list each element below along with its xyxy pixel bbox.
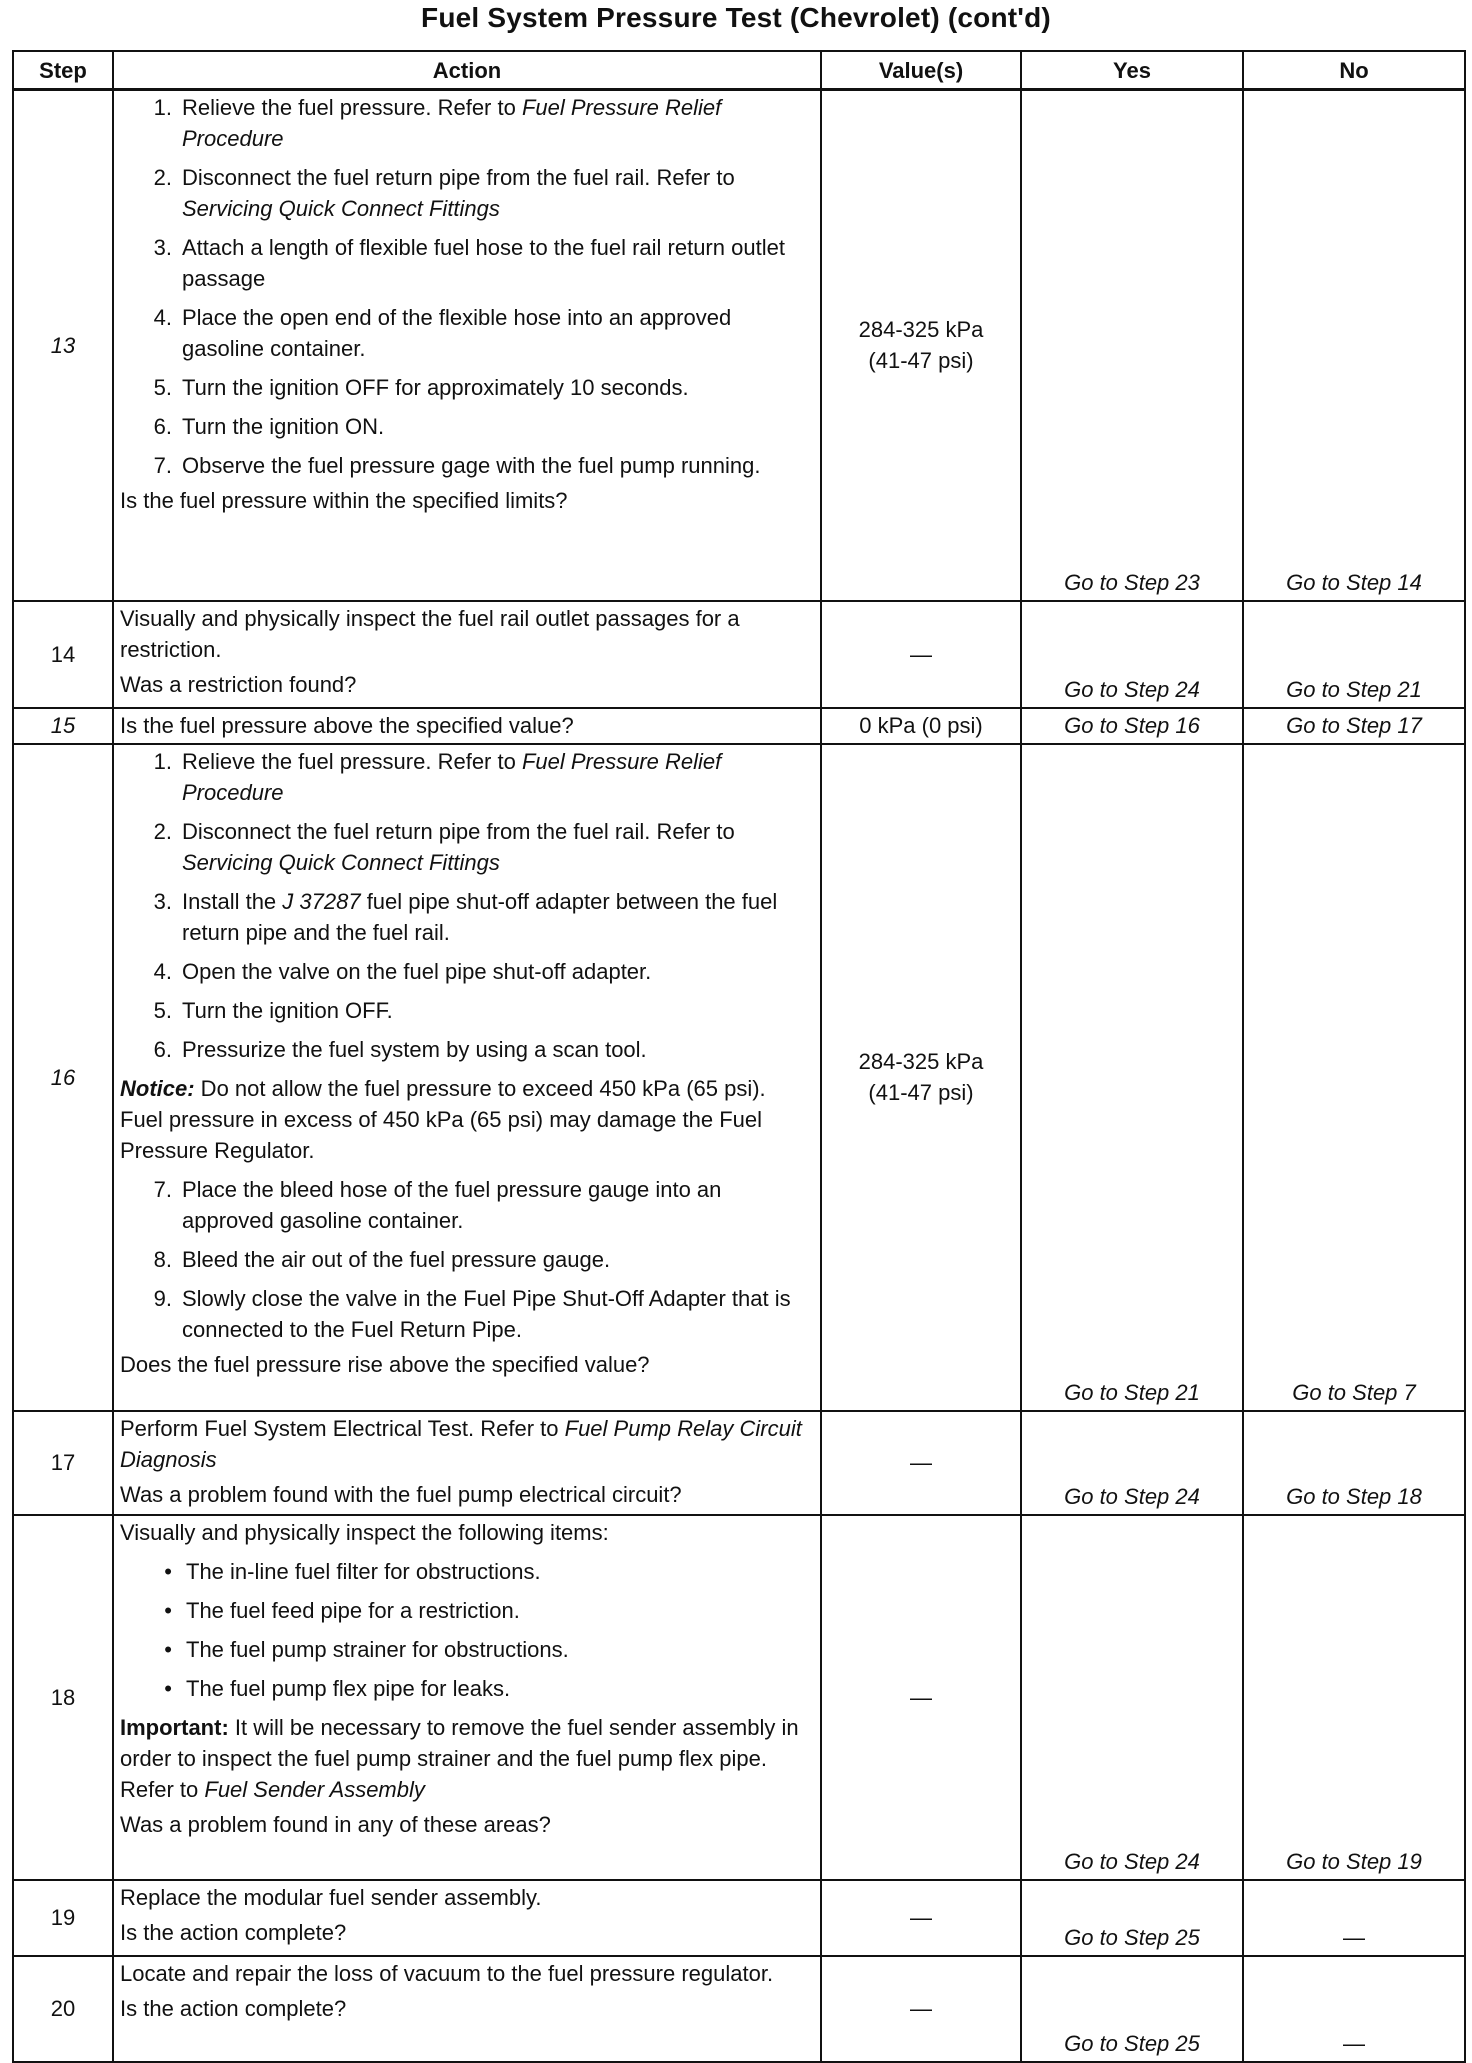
action-cell	[113, 1956, 821, 2062]
value-cell	[821, 744, 1021, 1411]
numbered-step	[120, 232, 814, 294]
action-text: The in-line fuel filter for obstructions.	[186, 1558, 541, 1584]
no-result: Go to Step 21	[1243, 601, 1465, 708]
step-text	[172, 232, 814, 294]
step-index: 7.	[153, 1176, 172, 1202]
action-text: Was a problem found in any of these areas?	[120, 1811, 551, 1837]
yes-result: Go to Step 24	[1021, 1515, 1243, 1880]
notice-note	[120, 1073, 814, 1166]
action-text: Was a restriction found?	[120, 671, 357, 697]
value-text: —	[910, 641, 932, 667]
action-text: Is the action complete?	[120, 1995, 347, 2021]
value-text: 284-325 kPa (41-47 psi)	[858, 317, 984, 374]
step-index: 8.	[153, 1246, 172, 1272]
yes-result: Go to Step 21	[1021, 744, 1243, 1411]
action-text: Place the bleed hose of the fuel pressure gauge into an approved gasoline container.	[182, 1176, 722, 1233]
action-text: Bleed the air out of the fuel pressure gauge.	[182, 1246, 611, 1272]
step-text	[172, 1556, 814, 1587]
step-index: 2.	[153, 165, 172, 190]
instruction-text	[120, 710, 814, 741]
action-text: Turn the ignition ON.	[182, 414, 385, 439]
yes-result: Go to Step 16	[1021, 708, 1243, 744]
step-index: 5.	[153, 375, 172, 400]
reference-link-text: Servicing Quick Connect Fittings	[182, 196, 500, 221]
step-text	[172, 1244, 814, 1275]
no-result: Go to Step 7	[1243, 744, 1465, 1411]
table-row-step-18	[13, 1515, 1465, 1880]
action-text: Pressurize the fuel system by using a scan tool.	[182, 1036, 647, 1062]
action-text: It will be necessary to remove the fuel sender assembly in order to inspect the fuel pump strainer and the fuel pump flex pipe. Refer to	[120, 1714, 799, 1802]
question-text	[120, 1349, 814, 1380]
value-text: —	[910, 1684, 932, 1710]
page-title: Fuel System Pressure Test (Chevrolet) (cont'd)	[421, 2, 1051, 33]
numbered-step	[120, 1244, 814, 1275]
no-result: Go to Step 18	[1243, 1411, 1465, 1515]
question-text	[120, 669, 814, 700]
no-result: —	[1243, 1956, 1465, 2062]
step-text	[172, 92, 814, 154]
step-text	[172, 746, 814, 808]
step-number: 13	[13, 90, 113, 601]
numbered-step	[120, 746, 814, 808]
bullet-item	[120, 1556, 814, 1587]
action-text: Was a problem found with the fuel pump electrical circuit?	[120, 1481, 682, 1507]
question-text	[120, 485, 814, 516]
action-text: Disconnect the fuel return pipe from the fuel rail. Refer to	[182, 818, 735, 844]
table-row-step-14	[13, 601, 1465, 708]
value-cell	[821, 90, 1021, 601]
important-note	[120, 1712, 814, 1805]
value-cell	[821, 601, 1021, 708]
no-result: Go to Step 17	[1243, 708, 1465, 744]
step-number: 18	[13, 1515, 113, 1880]
bullet-marker: •	[164, 1636, 172, 1662]
action-text: Observe the fuel pressure gage with the fuel pump running.	[182, 453, 761, 478]
reference-link-text: Fuel Pump Relay Circuit Diagnosis	[120, 1415, 802, 1472]
numbered-step	[120, 162, 814, 224]
numbered-step	[120, 995, 814, 1026]
table-row-step-13	[13, 90, 1465, 601]
step-index: 9.	[153, 1285, 172, 1311]
diagnostic-table	[12, 50, 1466, 2063]
action-cell	[113, 744, 821, 1411]
step-text	[172, 886, 814, 948]
action-text: fuel pipe shut-off adapter between the fuel return pipe and the fuel rail.	[182, 888, 778, 945]
value-text: 0 kPa (0 psi)	[859, 713, 983, 738]
instruction-text	[120, 603, 814, 665]
step-text	[172, 372, 814, 403]
step-text	[172, 1634, 814, 1665]
step-text	[172, 411, 814, 442]
bullet-item	[120, 1634, 814, 1665]
instruction-text	[120, 1517, 814, 1548]
instruction-text	[120, 1882, 814, 1913]
numbered-step	[120, 450, 814, 481]
action-text: Attach a length of flexible fuel hose to the fuel rail return outlet passage	[182, 235, 785, 291]
action-text: Relieve the fuel pressure. Refer to	[182, 95, 522, 120]
no-result: —	[1243, 1880, 1465, 1956]
action-text: Open the valve on the fuel pipe shut-off adapter.	[182, 958, 652, 984]
bullet-item	[120, 1595, 814, 1626]
value-cell	[821, 1515, 1021, 1880]
value-text: —	[910, 1450, 932, 1475]
step-text	[172, 1034, 814, 1065]
bullet-marker: •	[164, 1597, 172, 1623]
numbered-step	[120, 1034, 814, 1065]
notice-label: Notice:	[120, 1075, 195, 1101]
step-number: 14	[13, 601, 113, 708]
numbered-step	[120, 411, 814, 442]
action-text: Disconnect the fuel return pipe from the fuel rail. Refer to	[182, 165, 735, 190]
action-text: The fuel pump flex pipe for leaks.	[186, 1675, 511, 1701]
question-text	[120, 1809, 814, 1840]
action-text: Visually and physically inspect the following items:	[120, 1519, 609, 1545]
action-text: Relieve the fuel pressure. Refer to	[182, 748, 522, 774]
step-text	[172, 450, 814, 481]
value-text: —	[910, 1905, 932, 1930]
important-label: Important:	[120, 1714, 229, 1740]
numbered-step	[120, 1174, 814, 1236]
yes-result: Go to Step 23	[1021, 90, 1243, 601]
step-text	[172, 956, 814, 987]
action-text: Install the	[182, 888, 283, 914]
step-text	[172, 1595, 814, 1626]
header-action: Action	[113, 51, 821, 90]
value-cell	[821, 708, 1021, 744]
action-text: Turn the ignition OFF.	[182, 997, 393, 1023]
action-text: Slowly close the valve in the Fuel Pipe Shut-Off Adapter that is connected to the Fuel Return Pipe.	[182, 1285, 791, 1342]
action-cell	[113, 708, 821, 744]
step-text	[172, 1174, 814, 1236]
question-text	[120, 1993, 814, 2024]
header-row	[13, 51, 1465, 90]
step-number: 17	[13, 1411, 113, 1515]
reference-link-text: Fuel Pressure Relief Procedure	[182, 748, 722, 805]
instruction-text	[120, 1958, 814, 1989]
step-index: 5.	[153, 997, 172, 1023]
numbered-step	[120, 816, 814, 878]
yes-result: Go to Step 24	[1021, 601, 1243, 708]
step-index: 3.	[153, 888, 172, 914]
action-text: Is the fuel pressure within the specified limits?	[120, 488, 568, 513]
no-result: Go to Step 19	[1243, 1515, 1465, 1880]
numbered-step	[120, 92, 814, 154]
no-result: Go to Step 14	[1243, 90, 1465, 601]
table-row-step-15	[13, 708, 1465, 744]
action-text: Perform Fuel System Electrical Test. Refer to	[120, 1415, 565, 1441]
action-text: Is the fuel pressure above the specified value?	[120, 712, 574, 738]
step-index: 7.	[153, 453, 172, 478]
action-text: Turn the ignition OFF for approximately 10 seconds.	[182, 375, 689, 400]
action-text: The fuel feed pipe for a restriction.	[186, 1597, 520, 1623]
numbered-step	[120, 956, 814, 987]
header-yes: Yes	[1021, 51, 1243, 90]
numbered-step	[120, 372, 814, 403]
reference-link-text: Fuel Pressure Relief Procedure	[182, 95, 722, 151]
step-text	[172, 816, 814, 878]
step-number: 15	[13, 708, 113, 744]
value-text: —	[910, 1996, 932, 2021]
bullet-marker: •	[164, 1675, 172, 1701]
table-row-step-20	[13, 1956, 1465, 2062]
action-cell	[113, 90, 821, 601]
step-index: 1.	[153, 748, 172, 774]
yes-result: Go to Step 25	[1021, 1956, 1243, 2062]
action-text: Visually and physically inspect the fuel rail outlet passages for a restriction.	[120, 605, 740, 662]
action-cell	[113, 1411, 821, 1515]
action-text: Replace the modular fuel sender assembly.	[120, 1884, 542, 1910]
bullet-item	[120, 1673, 814, 1704]
action-cell	[113, 1515, 821, 1880]
step-index: 6.	[153, 1036, 172, 1062]
step-number: 16	[13, 744, 113, 1411]
step-text	[172, 1283, 814, 1345]
action-text: Is the action complete?	[120, 1919, 347, 1945]
table-row-step-19	[13, 1880, 1465, 1956]
step-number: 19	[13, 1880, 113, 1956]
bullet-marker: •	[164, 1558, 172, 1584]
value-text: 284-325 kPa (41-47 psi)	[858, 1049, 984, 1105]
header-values: Value(s)	[821, 51, 1021, 90]
step-number: 20	[13, 1956, 113, 2062]
reference-link-text: J 37287	[282, 888, 361, 914]
step-index: 3.	[153, 235, 172, 260]
value-cell	[821, 1956, 1021, 2062]
table-row-step-16	[13, 744, 1465, 1411]
step-text	[172, 162, 814, 224]
action-cell	[113, 601, 821, 708]
step-index: 1.	[153, 95, 172, 120]
header-no: No	[1243, 51, 1465, 90]
numbered-step	[120, 302, 814, 364]
step-index: 4.	[153, 958, 172, 984]
instruction-text	[120, 1413, 814, 1475]
yes-result: Go to Step 24	[1021, 1411, 1243, 1515]
step-index: 6.	[153, 414, 172, 439]
value-cell	[821, 1880, 1021, 1956]
step-text	[172, 302, 814, 364]
question-text	[120, 1917, 814, 1948]
action-text: Do not allow the fuel pressure to exceed 450 kPa (65 psi). Fuel pressure in excess of 450 kPa (65 psi) may damage the Fuel Pressure Regulator.	[120, 1075, 766, 1163]
action-text: Locate and repair the loss of vacuum to the fuel pressure regulator.	[120, 1960, 774, 1986]
numbered-step	[120, 1283, 814, 1345]
question-text	[120, 1479, 814, 1510]
reference-link-text: Servicing Quick Connect Fittings	[182, 849, 500, 875]
header-step: Step	[13, 51, 113, 90]
action-cell	[113, 1880, 821, 1956]
action-text: Place the open end of the flexible hose into an approved gasoline container.	[182, 305, 732, 361]
step-text	[172, 1673, 814, 1704]
step-index: 2.	[153, 818, 172, 844]
step-text	[172, 995, 814, 1026]
yes-result: Go to Step 25	[1021, 1880, 1243, 1956]
value-cell	[821, 1411, 1021, 1515]
action-text: Does the fuel pressure rise above the specified value?	[120, 1351, 650, 1377]
table-row-step-17	[13, 1411, 1465, 1515]
numbered-step	[120, 886, 814, 948]
action-text: The fuel pump strainer for obstructions.	[186, 1636, 569, 1662]
step-index: 4.	[153, 305, 172, 330]
reference-link-text: Fuel Sender Assembly	[204, 1776, 425, 1802]
